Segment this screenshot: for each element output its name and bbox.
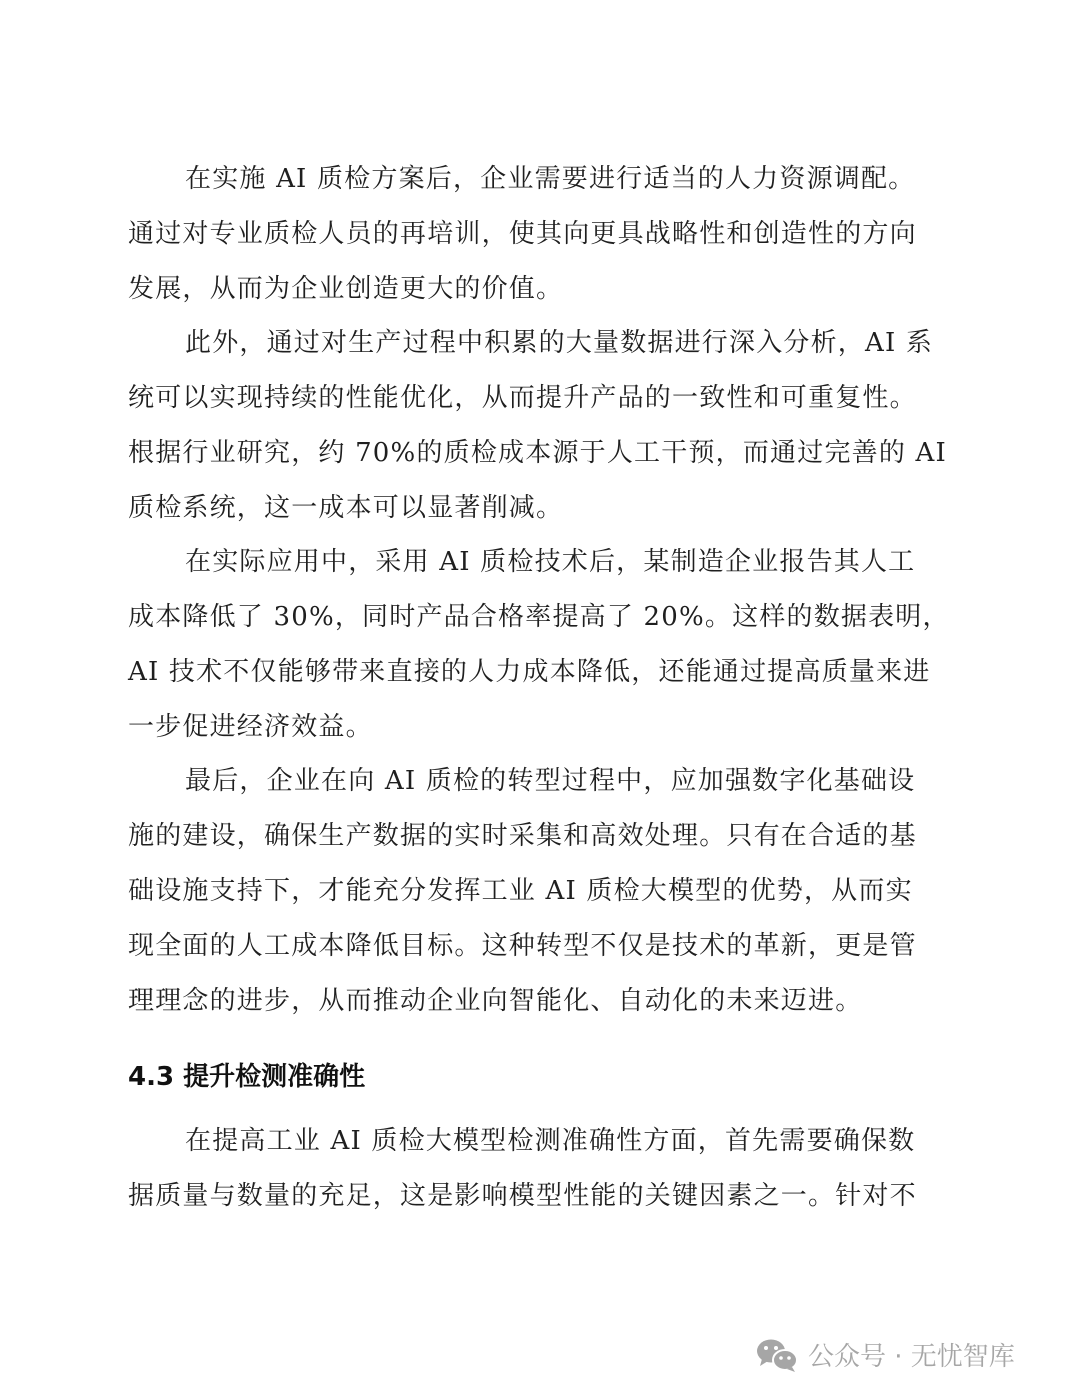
paragraph-4-line-4: 现全面的人工成本降低目标。这种转型不仅是技术的革新，更是管 [128,931,917,961]
section-paragraph-line-1: 在提高工业 AI 质检大模型检测准确性方面，首先需要确保数 [185,1126,916,1156]
watermark [756,1336,1015,1373]
paragraph-1-line-3: 发展，从而为企业创造更大的价值。 [128,274,564,304]
wechat-icon [756,1338,798,1372]
paragraph-4-line-3: 础设施支持下，才能充分发挥工业 AI 质检大模型的优势，从而实 [128,876,913,906]
paragraph-4-line-1: 最后，企业在向 AI 质检的转型过程中，应加强数字化基础设 [185,766,916,796]
paragraph-4-line-2: 施的建设，确保生产数据的实时采集和高效处理。只有在合适的基 [128,821,917,851]
section-heading: 4.3 提升检测准确性 [128,1062,366,1092]
paragraph-1-line-1: 在实施 AI 质检方案后，企业需要进行适当的人力资源调配。 [185,164,916,194]
paragraph-2-line-1: 此外，通过对生产过程中积累的大量数据进行深入分析，AI 系 [185,328,934,358]
paragraph-3-line-4: 一步促进经济效益。 [128,712,373,742]
paragraph-2-line-3: 根据行业研究，约 70%的质检成本源于人工干预，而通过完善的 AI [128,438,947,468]
paragraph-3-line-1: 在实际应用中，采用 AI 质检技术后，某制造企业报告其人工 [185,547,916,577]
paragraph-2-line-2: 统可以实现持续的性能优化，从而提升产品的一致性和可重复性。 [128,383,917,413]
paragraph-1-line-2: 通过对专业质检人员的再培训，使其向更具战略性和创造性的方向 [128,219,917,249]
paragraph-2-line-4: 质检系统，这一成本可以显著削减。 [128,493,564,523]
paragraph-3-line-3: AI 技术不仅能够带来直接的人力成本降低，还能通过提高质量来进 [128,657,931,687]
paragraph-4-line-5: 理理念的进步，从而推动企业向智能化、自动化的未来迈进。 [128,986,863,1016]
watermark-text: 公众号 · 无忧智库 [808,1342,1015,1372]
section-paragraph-line-2: 据质量与数量的充足，这是影响模型性能的关键因素之一。针对不 [128,1181,917,1211]
paragraph-3-line-2: 成本降低了 30%，同时产品合格率提高了 20%。这样的数据表明， [128,602,950,632]
